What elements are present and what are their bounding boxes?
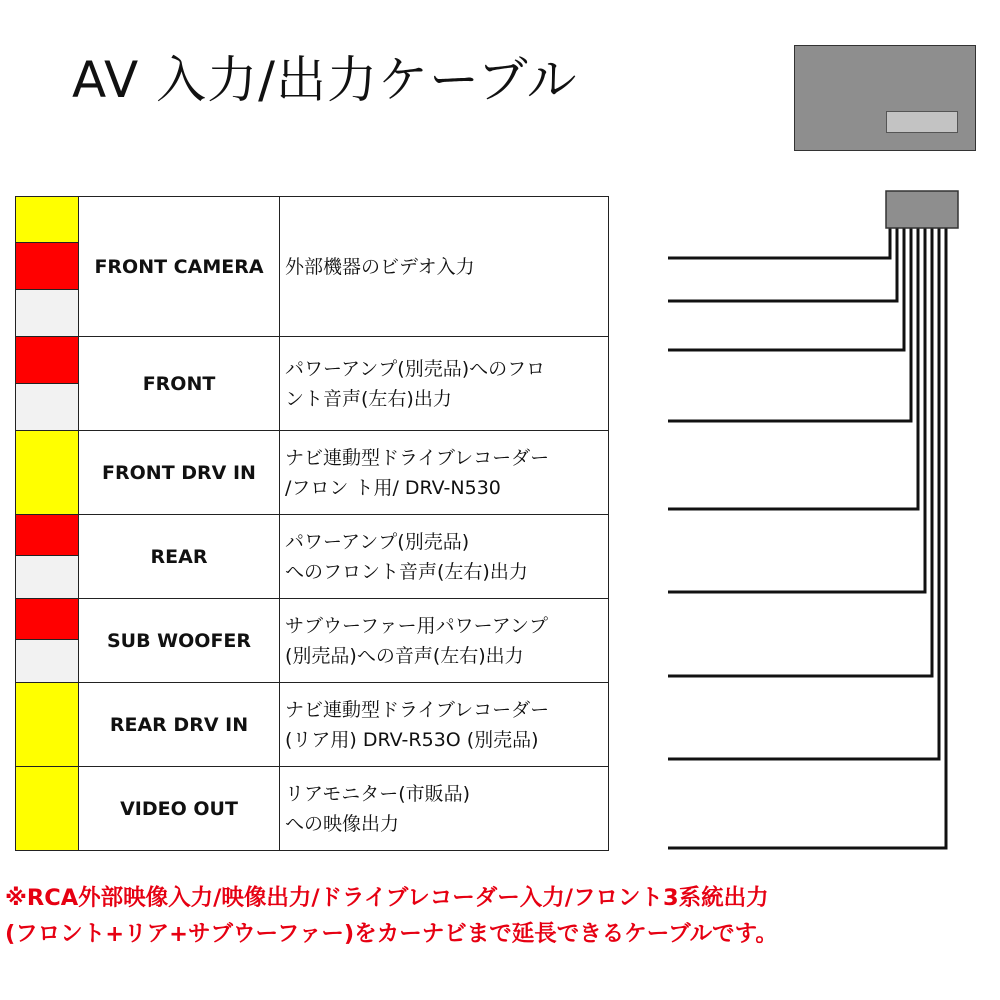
cable-wire bbox=[668, 228, 890, 258]
cable-wire bbox=[668, 228, 904, 350]
cable-wire bbox=[668, 228, 925, 592]
connector-name: SUB WOOFER bbox=[79, 599, 280, 683]
connector-description: パワーアンプ(別売品)へのフロ ント音声(左右)出力 bbox=[280, 337, 609, 431]
wire-group bbox=[668, 228, 946, 848]
connector-description: パワーアンプ(別売品) へのフロント音声(左右)出力 bbox=[280, 515, 609, 599]
connector-description: リアモニター(市販品) への映像出力 bbox=[280, 767, 609, 851]
cable-wire bbox=[668, 228, 939, 759]
connector-name: FRONT CAMERA bbox=[79, 197, 280, 337]
note-line-2: (フロント+リア+サブウーファー)をカーナビまで延長できるケーブルです。 bbox=[5, 921, 778, 947]
note-text bbox=[5, 880, 1000, 952]
connector-name: REAR DRV IN bbox=[79, 683, 280, 767]
connector-name: FRONT DRV IN bbox=[79, 431, 280, 515]
connector-description: ナビ連動型ドライブレコーダー (リア用) DRV-R53O (別売品) bbox=[280, 683, 609, 767]
connector-description: ナビ連動型ドライブレコーダー /フロン ト用/ DRV-N530 bbox=[280, 431, 609, 515]
connector-description: 外部機器のビデオ入力 bbox=[280, 197, 609, 337]
connector-name: REAR bbox=[79, 515, 280, 599]
harness-connector bbox=[886, 191, 958, 228]
note-line-1: ※RCA外部映像入力/映像出力/ドライブレコーダー入力/フロント3系統出力 bbox=[5, 885, 769, 911]
cable-wire bbox=[668, 228, 932, 676]
cable-wire bbox=[668, 228, 918, 509]
connector-description: サブウーファー用パワーアンプ (別売品)への音声(左右)出力 bbox=[280, 599, 609, 683]
connector-name: VIDEO OUT bbox=[79, 767, 280, 851]
connector-name: FRONT bbox=[79, 337, 280, 431]
cable-wire bbox=[668, 228, 897, 301]
page-title: AV 入力/出力ケーブル bbox=[72, 51, 578, 109]
